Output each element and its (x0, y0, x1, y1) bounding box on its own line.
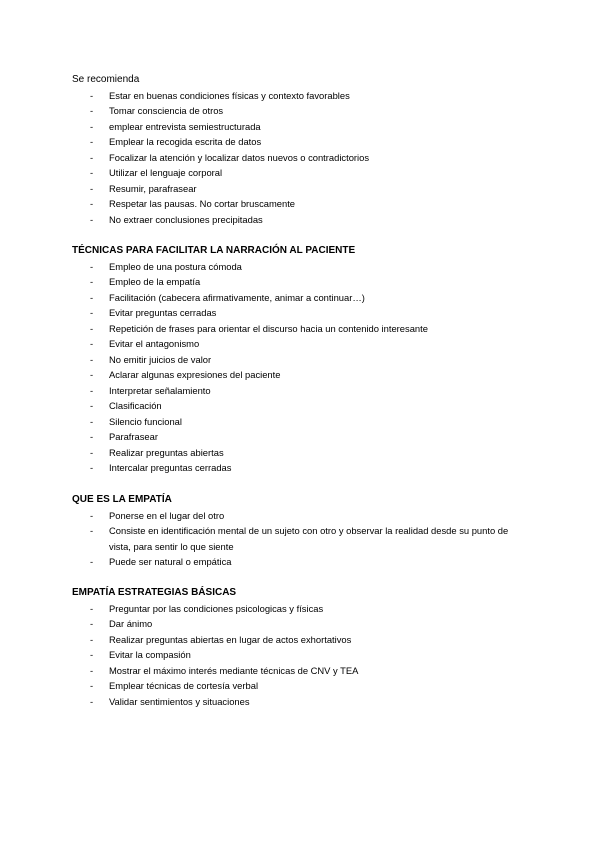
list-item-text: Empleo de la empatía (109, 276, 201, 287)
list-item (72, 414, 532, 430)
section-heading: QUE ES LA EMPATÍA (72, 494, 172, 505)
list-item (72, 647, 532, 663)
list-item (72, 196, 532, 212)
list-item-text: Realizar preguntas abiertas en lugar de actos exhortativos (109, 633, 352, 645)
bullet-dash: - (90, 151, 94, 163)
bullet-dash: - (90, 602, 94, 614)
list-item (72, 352, 532, 368)
list-item (72, 119, 532, 135)
list-item-text: Evitar la compasión (109, 649, 191, 660)
list-item-text: Preguntar por las condiciones psicologicas y físicas (109, 602, 324, 614)
section-se-recomienda (72, 72, 532, 227)
bullet-dash: - (90, 462, 94, 473)
bullet-dash: - (90, 633, 94, 645)
list-item (72, 212, 532, 228)
list-item (72, 678, 532, 694)
bullet-dash: - (90, 680, 94, 691)
list-item (72, 445, 532, 461)
list-item-text: Respetar las pausas. No cortar bruscamente (109, 198, 296, 209)
list-item-text: Ponerse en el lugar del otro (109, 509, 225, 521)
bullet-list (72, 259, 532, 476)
list-item (72, 663, 532, 679)
bullet-dash: - (90, 291, 94, 303)
list-item (72, 398, 532, 414)
bullet-dash: - (90, 136, 94, 147)
list-item (72, 103, 532, 119)
list-item-text: Consiste en identificación mental de un sujeto con otro y observar la realidad desde su punto de vista, para sentir lo que siente (109, 525, 509, 552)
bullet-dash: - (90, 664, 94, 676)
list-item (72, 305, 532, 321)
list-item (72, 150, 532, 166)
list-item (72, 134, 532, 150)
list-item (72, 367, 532, 383)
list-item-text: Repetición de frases para orientar el discurso hacia un contenido interesante (109, 322, 428, 334)
list-item-text: Emplear técnicas de cortesía verbal (109, 680, 259, 691)
bullet-dash: - (90, 120, 94, 132)
list-item (72, 523, 532, 554)
bullet-dash: - (90, 353, 94, 365)
bullet-dash: - (90, 276, 94, 287)
list-item (72, 508, 532, 524)
bullet-dash: - (90, 431, 94, 442)
list-item-text: Focalizar la atención y localizar datos nuevos o contradictorios (109, 151, 370, 163)
list-item-text: Facilitación (cabecera afirmativamente, animar a continuar…) (109, 291, 365, 303)
bullet-list (72, 601, 532, 710)
section-heading: Se recomienda (72, 74, 140, 85)
section-empatia-estrategias (72, 585, 532, 709)
bullet-dash: - (90, 213, 94, 225)
bullet-dash: - (90, 384, 94, 396)
bullet-dash: - (90, 167, 94, 178)
list-item (72, 321, 532, 337)
list-item-text: Interpretar señalamiento (109, 384, 211, 396)
bullet-dash: - (90, 525, 94, 536)
bullet-dash: - (90, 400, 94, 411)
bullet-dash: - (90, 338, 94, 349)
list-item (72, 165, 532, 181)
bullet-dash: - (90, 307, 94, 318)
list-item (72, 383, 532, 399)
list-item-text: Evitar preguntas cerradas (109, 307, 217, 318)
section-tecnicas-narracion (72, 243, 532, 476)
list-item (72, 460, 532, 476)
bullet-list (72, 88, 532, 228)
list-item-text: Emplear la recogida escrita de datos (109, 136, 262, 147)
bullet-dash: - (90, 182, 94, 194)
bullet-list (72, 508, 532, 570)
list-item (72, 336, 532, 352)
bullet-dash: - (90, 89, 94, 101)
list-item-text: Estar en buenas condiciones físicas y contexto favorables (109, 89, 350, 101)
list-item-text: Intercalar preguntas cerradas (109, 462, 232, 473)
list-item (72, 632, 532, 648)
list-item (72, 601, 532, 617)
list-item-text: Aclarar algunas expresiones del paciente (109, 369, 281, 380)
list-item-text: Evitar el antagonismo (109, 338, 200, 349)
list-item-text: No extraer conclusiones precipitadas (109, 213, 263, 225)
bullet-dash: - (90, 649, 94, 660)
list-item-text: Validar sentimientos y situaciones (109, 695, 250, 707)
bullet-dash: - (90, 198, 94, 209)
list-item-text: Dar ánimo (109, 618, 153, 629)
list-item (72, 429, 532, 445)
bullet-dash: - (90, 509, 94, 521)
section-que-es-empatia (72, 492, 532, 570)
list-item (72, 274, 532, 290)
bullet-dash: - (90, 260, 94, 272)
bullet-dash: - (90, 322, 94, 334)
list-item (72, 290, 532, 306)
section-heading: TÉCNICAS PARA FACILITAR LA NARRACIÓN AL PACIENTE (72, 245, 356, 256)
list-item (72, 259, 532, 275)
list-item-text: Tomar consciencia de otros (109, 105, 224, 116)
bullet-dash: - (90, 105, 94, 116)
list-item-text: Utilizar el lenguaje corporal (109, 167, 223, 178)
list-item-text: Resumir, parafrasear (109, 182, 197, 194)
section-heading: EMPATÍA ESTRATEGIAS BÁSICAS (72, 587, 237, 598)
bullet-dash: - (90, 556, 94, 567)
list-item (72, 181, 532, 197)
list-item-text: emplear entrevista semiestructurada (109, 120, 261, 132)
list-item-text: Parafrasear (109, 431, 158, 442)
list-item-text: Empleo de una postura cómoda (109, 260, 242, 272)
list-item-text: Silencio funcional (109, 415, 182, 427)
list-item (72, 88, 532, 104)
list-item-text: Mostrar el máximo interés mediante técnicas de CNV y TEA (109, 664, 359, 676)
bullet-dash: - (90, 695, 94, 707)
bullet-dash: - (90, 618, 94, 629)
list-item (72, 694, 532, 710)
list-item-text: Puede ser natural o empática (109, 556, 232, 567)
list-item (72, 616, 532, 632)
list-item (72, 554, 532, 570)
list-item-text: Realizar preguntas abiertas (109, 446, 224, 458)
list-item-text: No emitir juicios de valor (109, 353, 212, 365)
list-item-text: Clasificación (109, 400, 162, 411)
bullet-dash: - (90, 369, 94, 380)
bullet-dash: - (90, 446, 94, 458)
bullet-dash: - (90, 415, 94, 427)
